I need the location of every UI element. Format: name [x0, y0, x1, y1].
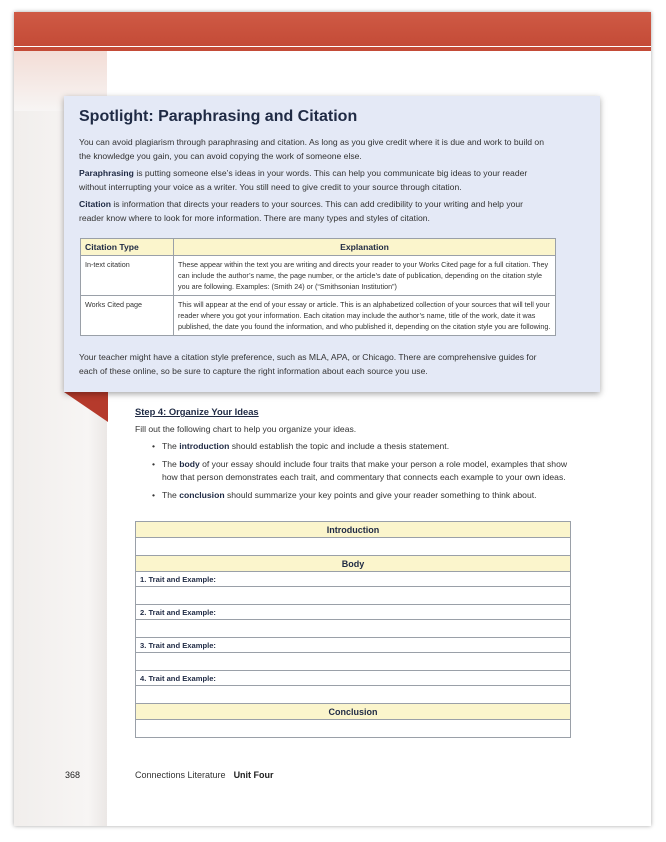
paraphrasing-text: is putting someone else’s ideas in your words. This can help you communicate big ideas to your reader without interrupting your voice as a writer. You still need to give credit to your source through citation. — [79, 168, 528, 192]
unit-label: Unit Four — [233, 770, 274, 780]
trait-label: 1. Trait and Example: — [136, 572, 571, 587]
introduction-answer-cell[interactable] — [136, 538, 571, 556]
list-item — [152, 440, 582, 453]
table-row — [81, 256, 556, 296]
column-header: Citation Type — [81, 239, 174, 256]
paraphrasing-paragraph — [79, 166, 549, 194]
table-cell: These appear within the text you are writing and directs your reader to your Works Cited page for a full citation. They can include the author’s name, the page number, or the article’s date of publication, depending on the citation style you are following. Examples: (Smith 24) or (“Smithsonian Institution”) — [174, 256, 556, 296]
conclusion-answer-cell[interactable] — [136, 720, 571, 738]
bullet-term: conclusion — [179, 490, 225, 500]
trait-label: 3. Trait and Example: — [136, 638, 571, 653]
trait-answer-cell[interactable] — [136, 653, 571, 671]
page-number: 368 — [65, 770, 81, 780]
trait-label: 4. Trait and Example: — [136, 671, 571, 686]
trait-answer-cell[interactable] — [136, 620, 571, 638]
trait-answer-cell[interactable] — [136, 686, 571, 704]
table-header-row — [81, 239, 556, 256]
bullet-text: The — [162, 459, 180, 469]
footer-title — [135, 770, 274, 780]
spotlight-intro: You can avoid plagiarism through paraphrasing and citation. As long as you give credit where it is due and work to build on the knowledge you gain, you can avoid copying the work of someone else. — [79, 137, 544, 161]
body-header: Body — [136, 556, 571, 572]
citation-term: Citation — [79, 199, 111, 209]
bullet-term: introduction — [179, 441, 230, 451]
table-row — [81, 296, 556, 336]
step-heading: Step 4: Organize Your Ideas — [135, 406, 259, 417]
column-header: Explanation — [174, 239, 556, 256]
table-cell: Works Cited page — [81, 296, 174, 336]
spotlight-title: Spotlight: Paraphrasing and Citation — [79, 108, 358, 125]
bullet-text: of your essay should include four traits that make your person a role model, examples that show how that person demonstrates each trait, and commentary that connects each example to your own ideas. — [162, 459, 568, 482]
textbook-page — [14, 12, 651, 826]
conclusion-header: Conclusion — [136, 704, 571, 720]
bullet-text: should summarize your key points and give your reader something to think about. — [224, 490, 537, 500]
bullet-text: should establish the topic and include a thesis statement. — [229, 441, 450, 451]
citation-text: is information that directs your readers to your sources. This can add credibility to your writing and help your reader know where to look for more information. There are many types and styles of citation. — [79, 199, 524, 223]
step-bullet-list — [152, 440, 582, 507]
list-item — [152, 489, 582, 502]
spotlight-closing: Your teacher might have a citation style preference, such as MLA, APA, or Chicago. There are comprehensive guides for each of these online, so be sure to capture the right information about each source you use. — [79, 352, 537, 376]
trait-answer-cell[interactable] — [136, 587, 571, 605]
citation-paragraph — [79, 197, 549, 225]
introduction-header: Introduction — [136, 522, 571, 538]
step-intro: Fill out the following chart to help you organize your ideas. — [135, 424, 357, 434]
bullet-text: The — [162, 490, 180, 500]
trait-label: 2. Trait and Example: — [136, 605, 571, 620]
book-title: Connections Literature — [135, 770, 226, 780]
spotlight-box — [64, 96, 600, 392]
table-cell: In-text citation — [81, 256, 174, 296]
top-banner — [14, 12, 651, 46]
banner-rule — [14, 47, 651, 51]
citation-table — [80, 238, 556, 336]
spotlight-corner-tab — [64, 392, 108, 422]
paraphrasing-term: Paraphrasing — [79, 168, 134, 178]
list-item — [152, 458, 582, 484]
bullet-text: The — [162, 441, 180, 451]
organizer-chart — [135, 521, 571, 738]
table-cell: This will appear at the end of your essay or article. This is an alphabetized collection of your sources that will tell your reader where you got your information. Each citation may include the author’s name, title of the work, date it was published, the date you found the information, and who published it, depending on the citation style you are following. — [174, 296, 556, 336]
bullet-term: body — [179, 459, 200, 469]
